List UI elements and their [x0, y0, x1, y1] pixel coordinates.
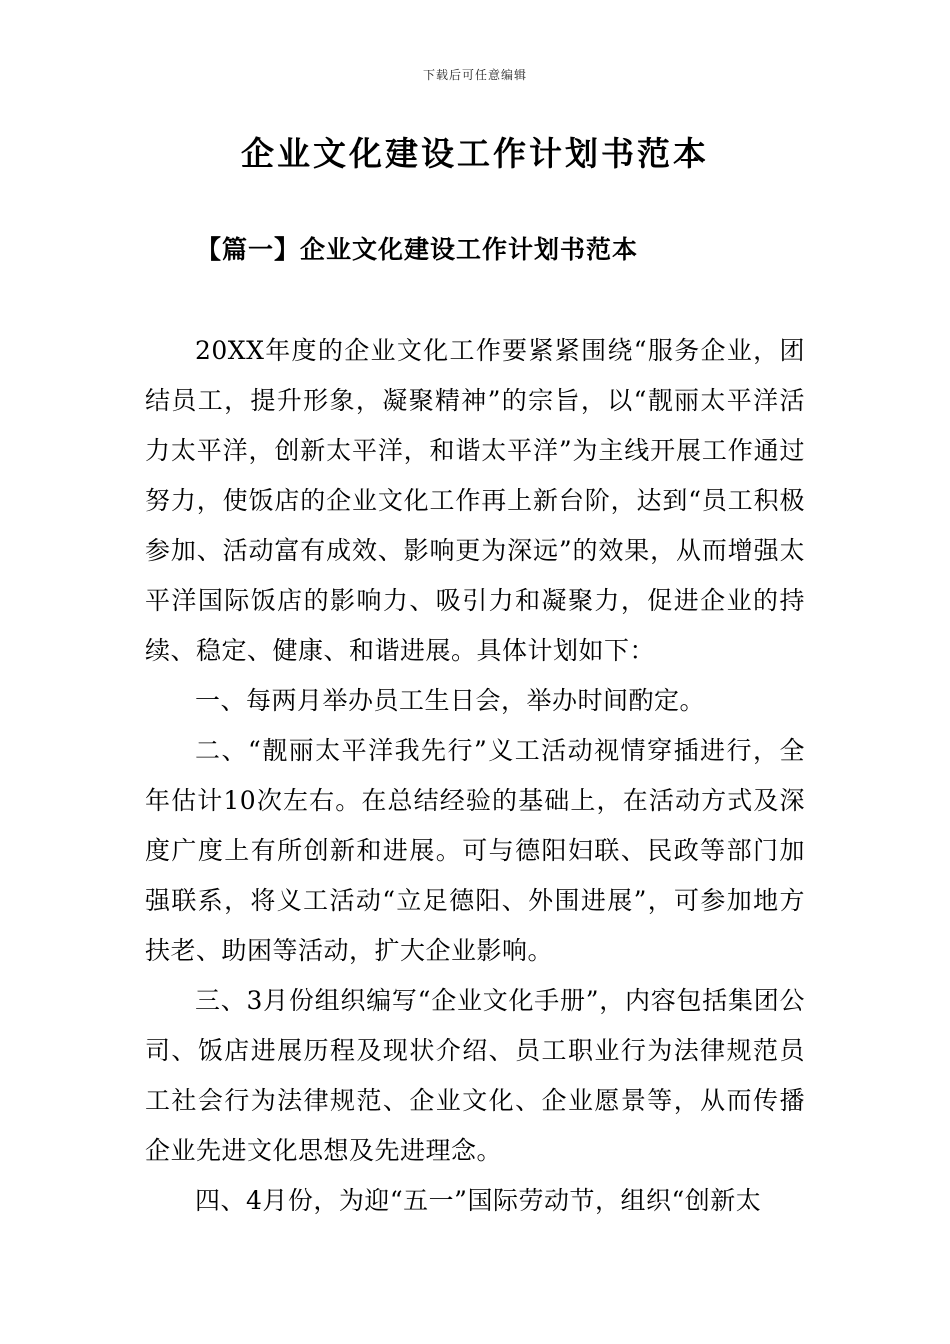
paragraph-intro: 20XX年度的企业文化工作要紧紧围绕“服务企业，团结员工，提升形象，凝聚精神”的宗旨，以“靓丽太平洋活力太平洋，创新太平洋，和谐太平洋”为主线开展工作通过努力，使饭店的企业文化工作再上新台阶，达到“员工积极参加、活动富有成效、影响更为深远”的效果，从而增强太平洋国际饭店的影响力、吸引力和凝聚力，促进企业的持续、稳定、健康、和谐进展。具体计划如下： [145, 336, 805, 665]
document-title: 企业文化建设工作计划书范本 [241, 134, 709, 173]
header-note: 下载后可任意编辑 [422, 68, 527, 82]
section-heading: 【篇一】企业文化建设工作计划书范本 [196, 235, 639, 264]
paragraph-item-1: 一、每两月举办员工生日会，举办时间酌定。 [195, 686, 706, 715]
paragraph-item-3: 三、3月份组织编写“企业文化手册”，内容包括集团公司、饭店进展历程及现状介绍、员工职业行为法律规范员工社会行为法律规范、企业文化、企业愿景等，从而传播企业先进文化思想及先进理念。 [145, 986, 805, 1165]
paragraph-item-4: 四、4月份，为迎“五一”国际劳动节，组织“创新太 [195, 1186, 762, 1215]
paragraph-item-2: 二、“靓丽太平洋我先行”义工活动视情穿插进行，全年估计10次左右。在总结经验的基础上，在活动方式及深度广度上有所创新和进展。可与德阳妇联、民政等部门加强联系，将义工活动“立足德阳、外围进展”，可参加地方扶老、助困等活动，扩大企业影响。 [145, 736, 805, 965]
document-body [145, 326, 805, 1226]
